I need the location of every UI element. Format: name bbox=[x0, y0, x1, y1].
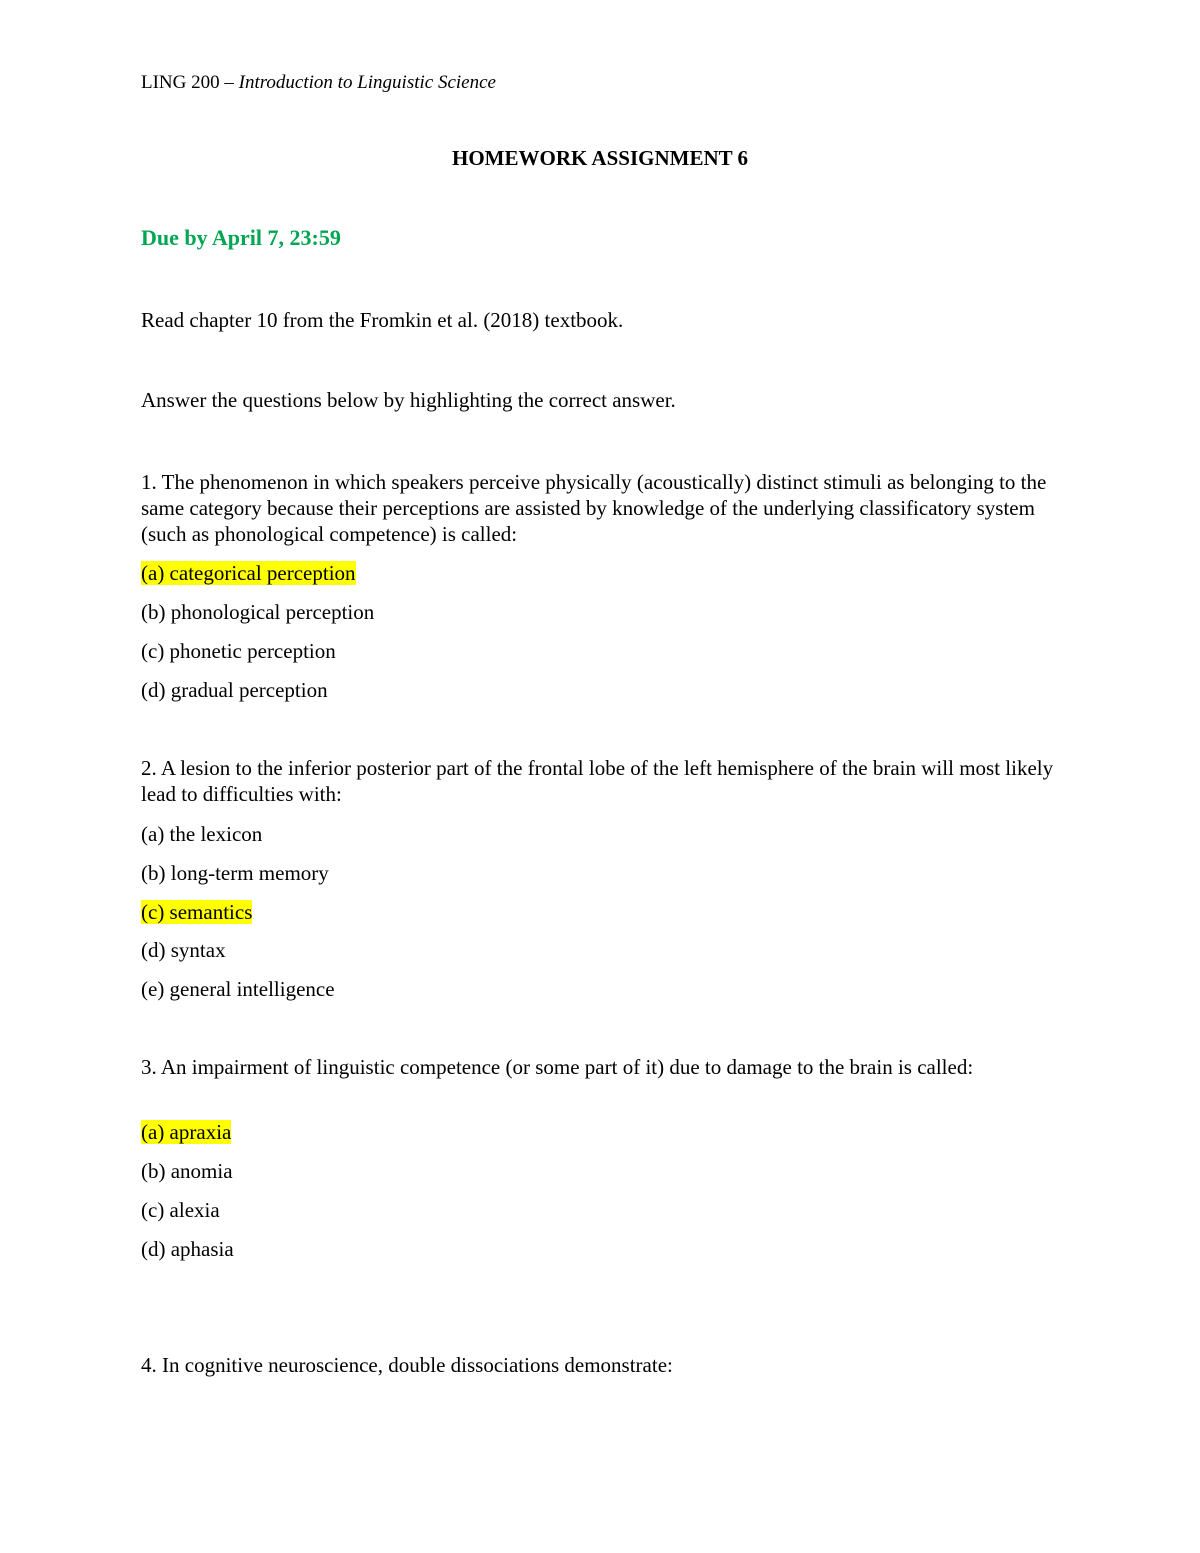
question-3-prompt: 3. An impairment of linguistic competence (or some part of it) due to damage to the brain is called: bbox=[141, 1055, 974, 1079]
question-2-option-a[interactable] bbox=[141, 821, 262, 847]
question-4-prompt: 4. In cognitive neuroscience, double dissociations demonstrate: bbox=[141, 1353, 673, 1377]
question-3-option-d[interactable] bbox=[141, 1236, 234, 1262]
question-2-option-b[interactable] bbox=[141, 860, 329, 886]
due-date: Due by April 7, 23:59 bbox=[141, 225, 341, 250]
option-label: (d) aphasia bbox=[141, 1237, 234, 1261]
course-title: Introduction to Linguistic Science bbox=[238, 72, 496, 93]
option-label: (b) phonological perception bbox=[141, 600, 375, 624]
option-label: (a) apraxia bbox=[141, 1120, 232, 1144]
answer-instruction: Answer the questions below by highlighting the correct answer. bbox=[141, 388, 676, 412]
option-label: (c) phonetic perception bbox=[141, 639, 336, 663]
option-label: (d) syntax bbox=[141, 938, 226, 962]
question-1-option-b[interactable] bbox=[141, 599, 374, 625]
question-2-option-c[interactable] bbox=[141, 899, 252, 925]
question-1-option-c[interactable] bbox=[141, 638, 336, 664]
option-label: (b) anomia bbox=[141, 1159, 233, 1183]
option-label: (d) gradual perception bbox=[141, 678, 328, 702]
question-3-option-b[interactable] bbox=[141, 1158, 233, 1184]
option-label: (a) the lexicon bbox=[141, 822, 263, 846]
option-label: (c) alexia bbox=[141, 1198, 220, 1222]
question-2-option-d[interactable] bbox=[141, 937, 226, 963]
question-2-option-e[interactable] bbox=[141, 976, 335, 1002]
option-label: (b) long-term memory bbox=[141, 861, 329, 885]
question-3-option-a[interactable] bbox=[141, 1119, 231, 1145]
question-3-option-c[interactable] bbox=[141, 1197, 220, 1223]
option-label: (e) general intelligence bbox=[141, 977, 335, 1001]
option-label: (a) categorical perception bbox=[141, 561, 356, 585]
assignment-title: HOMEWORK ASSIGNMENT 6 bbox=[452, 146, 748, 170]
reading-instruction: Read chapter 10 from the Fromkin et al. (2018) textbook. bbox=[141, 308, 624, 332]
option-label: (c) semantics bbox=[141, 900, 253, 924]
question-1-prompt: 1. The phenomenon in which speakers perceive physically (acoustically) distinct stimuli as belonging to the same category because their perceptions are assisted by knowledge of the underlying classificatory system (such as phonological competence) is called: bbox=[141, 470, 1047, 546]
question-1-option-d[interactable] bbox=[141, 677, 328, 703]
course-code: LING 200 – bbox=[141, 72, 239, 93]
question-2-prompt: 2. A lesion to the inferior posterior part of the frontal lobe of the left hemisphere of the brain will most likely lead to difficulties with: bbox=[141, 756, 1054, 806]
course-header bbox=[141, 70, 496, 96]
question-1-option-a[interactable] bbox=[141, 560, 356, 586]
